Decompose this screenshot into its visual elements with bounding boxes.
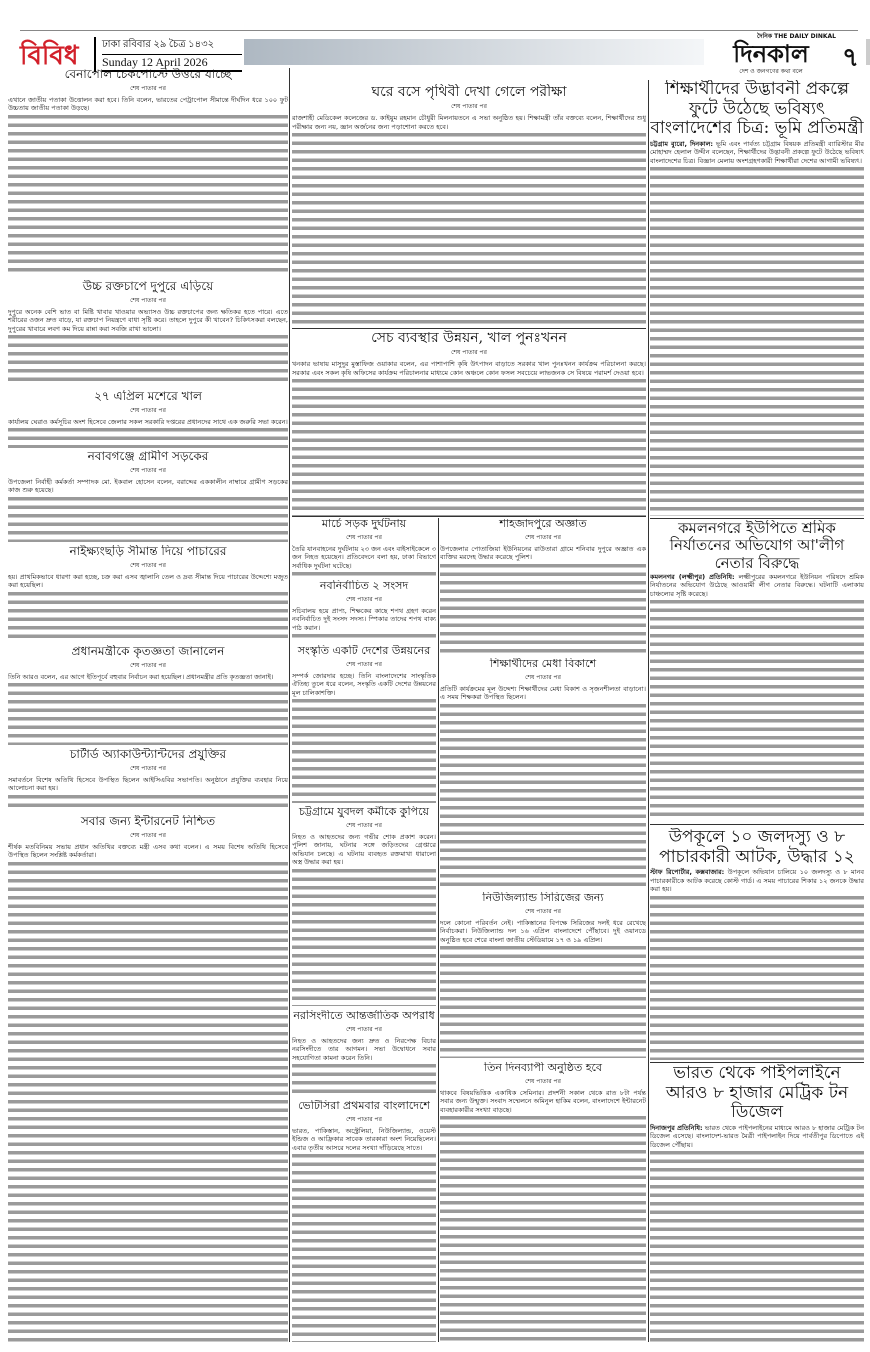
article-lead <box>440 545 646 562</box>
article-text-lines <box>8 590 288 643</box>
continued-label: শেষ পাতার পর <box>130 764 166 772</box>
article-body <box>292 114 646 326</box>
article-lead-text: ভারত থেকে পাইপলাইনের মাধ্যমে আরও ৮ হাজার মেট্রিক টন ডিজেল এসেছে। বাংলাদেশ-ভারত মৈত্রী পাইপলাইন দিয়ে পার্বতীপুর ডিপোতে এই ডিজেল পৌঁছায়। <box>650 1123 864 1149</box>
article-lead <box>8 308 288 334</box>
article-body <box>8 478 288 542</box>
article <box>292 1100 436 1342</box>
article-lead <box>292 360 646 377</box>
continued-label: শেষ পাতার পর <box>525 1077 561 1085</box>
article-lead <box>292 1037 436 1063</box>
article-lead <box>650 868 864 894</box>
article <box>650 80 864 516</box>
article <box>292 580 436 642</box>
article-lead <box>292 114 646 131</box>
article-headline[interactable]: তিন দিনব্যাপী অনুষ্ঠিত হবে <box>483 1062 603 1074</box>
article <box>292 806 436 1006</box>
article <box>8 748 288 812</box>
article-body <box>440 545 646 656</box>
continued-label: শেষ পাতার পর <box>130 406 166 414</box>
article-body <box>440 685 646 890</box>
article-body <box>292 1127 436 1342</box>
article-lead <box>292 672 436 698</box>
continued-label: শেষ পাতার পর <box>451 349 487 357</box>
article-text-lines <box>650 894 864 1060</box>
article-lead <box>8 573 288 590</box>
article-body <box>292 607 436 642</box>
article-body <box>8 418 288 448</box>
article-body <box>650 868 864 1060</box>
column-rule <box>289 68 290 1342</box>
article-headline[interactable]: নবনির্বাচিত ২ সংসদ <box>319 580 409 592</box>
article-headline[interactable]: সবার জন্য ইন্টারনেট নিশ্চিত <box>80 815 216 828</box>
article <box>8 450 288 542</box>
continued-label: শেষ পাতার পর <box>346 533 382 541</box>
article-body <box>440 1089 646 1342</box>
article-byline: কমলনগর (লক্ষ্মীপুর) প্রতিনিধি: <box>650 572 735 581</box>
article <box>650 828 864 1060</box>
article-text-lines <box>292 867 436 1006</box>
article-lead <box>8 96 288 113</box>
date-english: Sunday 12 April 2026 <box>102 55 242 72</box>
article-headline[interactable]: নাইক্ষ্যংছড়ি সীমান্ত দিয়ে পাচারের <box>69 545 227 558</box>
article-lead <box>8 478 288 495</box>
continued-label: শেষ পাতার পর <box>130 466 166 474</box>
continued-label: শেষ পাতার পর <box>130 84 166 92</box>
article-text-lines <box>650 1149 864 1342</box>
article-lead <box>292 1127 436 1153</box>
article-body <box>292 672 436 803</box>
article-body <box>440 919 646 1058</box>
row-rule <box>292 516 646 517</box>
article-lead-text: কার্যালয় ঘেরাও কর্মসূচির অংশ হিসেবে জেলার সকল সরকারি দপ্তরের প্রধানদের সাথে এক জরুরি সভা করেন। <box>8 417 288 426</box>
article-lead <box>440 685 646 702</box>
article-text-lines <box>292 131 646 326</box>
article <box>292 1010 436 1098</box>
article-headline[interactable]: শিক্ষার্থীদের উদ্ভাবনী প্রকল্পে ফুটে উঠেছে ভবিষ্যৎ বাংলাদেশের চিত্র: ভূমি প্রতিমন্ত্রী <box>650 80 864 139</box>
continued-label: শেষ পাতার পর <box>346 595 382 603</box>
article-lead-text: ভূমি এবং পার্বত্য চট্টগ্রাম বিষয়ক প্রতিমন্ত্রী ব্যারিস্টার মীর মোহাম্মদ হেলাল উদ্দীন বলেছেন, শিক্ষার্থীদের উদ্ভাবনী প্রকল্পে ফুটে উঠেছে ভবিষ্যৎ বাংলাদেশের চিত্র। বিজ্ঞান মেলায় অংশগ্রহণকারী শিক্ষার্থীরা দেশের আগামী ভবিষ্যৎ। <box>650 139 864 165</box>
article-lead-text: ভারত, পাকিস্তান, অস্ট্রেলিয়া, নিউজিল্যান্ড, ওয়েস্ট ইন্ডিজ ও আফ্রিকার সাবেক তারকারা অংশ নিয়েছিলেন। এবার তৃতীয় আসরে দলের সংখ্যা দাঁড়িয়েছে সাতে। <box>292 1126 436 1152</box>
article <box>8 645 288 745</box>
article-headline[interactable]: মার্চে সড়ক দুর্ঘটনায় <box>321 518 407 530</box>
article-text-lines <box>8 495 288 542</box>
article <box>8 390 288 448</box>
article-lead-text: দলে কোনো পরিবর্তন নেই। পাকিস্তানের বিপক্ষে সিরিজের দলই ধরে রেখেছে নির্বাচকরা। নিউজিল্যান্ড দল ১৬ এপ্রিল বাংলাদেশে পৌঁছাবে। দুই ওয়ানডে অনুষ্ঠিত হবে শেরে বাংলা জাতীয় স্টেডিয়ামে ১৭ ও ১৯ এপ্রিল। <box>440 918 646 944</box>
article-body <box>292 360 646 516</box>
article <box>440 658 646 890</box>
header-banner <box>244 39 704 65</box>
article-lead-text: লক্ষ্মীপুরের কমলনগরে ইউনিয়ন পরিষদে শ্রমিক নির্যাতনের অভিযোগ উঠেছে আওয়ামী লীগ নেতার বিরুদ্ধে। ঘটনাটি এলাকায় চাঞ্চল্যের সৃষ্টি করেছে। <box>650 572 864 598</box>
article-lead <box>292 607 436 633</box>
article-headline[interactable]: চার্টার্ড অ্যাকাউন্ট্যান্টদের প্রযুক্তির <box>69 748 227 761</box>
article-headline[interactable]: সংস্কৃতি একটি দেশের উন্নয়নের <box>297 645 431 657</box>
article-byline: দিনাজপুর প্রতিনিধি: <box>650 1123 703 1132</box>
column-rule <box>438 518 439 1342</box>
article-lead-text: তিনি আরও বলেন, এর আগে ইতিপূর্বে বহুবার নির্বাচন করা হয়েছিল। প্রধানমন্ত্রীর প্রতি কৃতজ্ঞতা জানাই। <box>8 672 274 681</box>
article-lead-text: সচিবালয় হয়ে প্রাপ্য, শিক্ষকের কাছে শপথ গ্রহণ করেন নবনির্বাচিত দুই সংসদ সদস্য। স্পিকার তাদের শপথ বাক্য পাঠ করান। <box>292 606 436 632</box>
article <box>440 1062 646 1342</box>
article-lead <box>292 833 436 867</box>
article-lead <box>8 776 288 793</box>
article-text-lines <box>650 598 864 820</box>
masthead-daily: দৈনিক THE DAILY DINKAL <box>757 33 836 40</box>
masthead-tagline: দেশ ও জনগণের কথা বলে <box>739 68 803 75</box>
article-headline[interactable]: নিউজিল্যান্ড সিরিজের জন্য <box>482 892 604 904</box>
continued-label: শেষ পাতার পর <box>346 821 382 829</box>
article <box>650 520 864 820</box>
article-headline[interactable]: নবাবগঞ্জে গ্রামীণ সড়কের <box>87 450 209 463</box>
continued-label: শেষ পাতার পর <box>130 661 166 669</box>
article-text-lines <box>8 793 288 812</box>
article-body <box>8 843 288 1342</box>
article-lead-text: উপকূলে অভিযান চালিয়ে ১০ জলদস্যু ও ৮ মানব পাচারকারীকে আটক করেছে কোস্ট গার্ড। এ সময় পাচারের শিকার ১২ জনকে উদ্ধার করা হয়। <box>650 868 864 894</box>
article-lead-text: উপজেলার পোতাজিয়া ইউনিয়নের রাউতারা গ্রামে শনিবার দুপুরে অজ্ঞাত এক ব্যক্তির মরদেহ উদ্ধার করেছে পুলিশ। <box>440 544 646 562</box>
article-lead <box>8 418 288 427</box>
article-text-lines <box>292 1062 436 1098</box>
row-rule <box>650 518 864 519</box>
article-byline: চট্টগ্রাম ব্যুরো, দিনকাল: <box>650 139 714 148</box>
continued-label: শেষ পাতার পর <box>451 103 487 111</box>
article-lead <box>440 919 646 945</box>
article-headline[interactable]: উচ্চ রক্তচাপে দুপুরে এড়িয়ে <box>82 280 214 293</box>
article-lead-text: খনকার ভাষায় মাসুদুর মুস্তাফিজ ওয়াকার বলেন, এর পাশাপাশি কৃষি উৎপাদন বাড়াতে সরকার খাল পুনঃখনন কার্যক্রম পরিচালনা করছে। সরকার এবং সকল কৃষি অফিসের কার্যক্রম পরিচালনার মাধ্যমে কোন অঞ্চলে কোন ফসল সবচেয়ে লাভজনক সে বিষয়ে পরামর্শ দেওয়া হবে। <box>292 360 646 377</box>
header-edge-bar <box>866 39 870 65</box>
continued-label: শেষ পাতার পর <box>525 673 561 681</box>
article-headline[interactable]: নরসিংদীতে আন্তর্জাতিক অপরাধ <box>293 1010 435 1022</box>
continued-label: শেষ পাতার পর <box>130 831 166 839</box>
article-text-lines <box>650 165 864 516</box>
masthead-name: দিনকাল <box>733 39 809 68</box>
article-text-lines <box>8 113 288 276</box>
article-lead <box>650 1124 864 1150</box>
article-headline[interactable]: শিক্ষার্থীদের মেধা বিকাশে <box>489 658 597 670</box>
article-text-lines <box>292 632 436 642</box>
article-text-lines <box>8 860 288 1342</box>
article-lead-text: নিহত ও আহতদের জন্য গভীর শোক প্রকাশ করেন। পুলিশ জানায়, ঘটনার সঙ্গে জড়িতদের গ্রেপ্তারে অভিযান চলছে। এ ঘটনায় ব্যবহৃত রক্তমাখা ধারালো অস্ত্র উদ্ধার করা হয়। <box>292 832 436 867</box>
column-rule <box>648 80 649 1342</box>
article <box>440 518 646 656</box>
article-body <box>650 573 864 820</box>
article-headline[interactable]: ভেটিসিরা প্রথমবার বাংলাদেশে <box>298 1100 430 1112</box>
article-headline[interactable]: ভারত থেকে পাইপলাইনে আরও ৮ হাজার মেট্রিক টন ডিজেল <box>665 1064 849 1123</box>
article-body <box>8 776 288 812</box>
row-rule <box>650 824 864 825</box>
article <box>292 330 646 516</box>
article-lead-text: শীর্ষক মতবিনিময় সভায় প্রধান অতিথির বক্তব্যে মন্ত্রী এসব কথা বলেন। এ সময় বিশেষ অতিথি হিসেবে উপস্থিত ছিলেন সংশ্লিষ্ট কর্মকর্তারা। <box>8 842 288 860</box>
article-lead-text: উপজেলা নির্বাহী কর্মকর্তা সম্পাদক মো. ইকবাল হোসেন বলেন, বরাদ্দের এককালীন নাম্বারে গ্রামীণ সড়কের কাজ শুরু হয়েছে। <box>8 477 288 495</box>
article-text-lines <box>440 702 646 890</box>
continued-label: শেষ পাতার পর <box>346 1115 382 1123</box>
continued-label: শেষ পাতার পর <box>130 296 166 304</box>
article <box>292 645 436 803</box>
article-body <box>650 140 864 516</box>
continued-label: শেষ পাতার পর <box>346 1025 382 1033</box>
article <box>8 545 288 643</box>
article-body <box>292 545 436 578</box>
article-lead-text: এখানে জাতীয় পতাকা উত্তোলন করা হবে। তিনি বলেন, ভারতের পেট্রাপোল সীমান্তে দীর্ঘদিন ধরে ১০০ ফুট উচ্চতায় জাতীয় পতাকা উড়ছে। <box>8 95 288 113</box>
article-body <box>650 1124 864 1342</box>
article-body <box>8 308 288 386</box>
article-text-lines <box>440 1114 646 1342</box>
article <box>292 84 646 326</box>
article-headline[interactable]: শাহজাদপুরে অজ্ঞাত <box>499 518 587 530</box>
continued-label: শেষ পাতার পর <box>525 533 561 541</box>
article-body <box>8 673 288 745</box>
page-number: ৭ <box>842 43 859 73</box>
article-headline[interactable]: উপকূলে ১০ জলদস্যু ও ৮ পাচারকারী আটক, উদ্ধার ১২ <box>659 828 855 867</box>
article-body <box>292 1037 436 1098</box>
article-lead <box>8 843 288 860</box>
date-bengali: ঢাকা রবিবার ২৯ চৈত্র ১৪৩২ <box>102 37 242 55</box>
article-text-lines <box>292 1152 436 1342</box>
article-lead <box>650 573 864 599</box>
article-lead-text: সম্পর্ক জোরদার হচ্ছে। তিনি বাংলাদেশের সাংস্কৃতিক ঐতিহ্য তুলে ধরে বলেন, সংস্কৃতি একটি দেশের উন্নয়নের মূল চালিকাশক্তি। <box>292 671 436 697</box>
article <box>650 1064 864 1342</box>
article <box>8 815 288 1342</box>
article-headline[interactable]: ২৭ এপ্রিল মশেরে খাল <box>94 390 202 403</box>
article-lead <box>650 140 864 166</box>
article <box>440 892 646 1058</box>
article-text-lines <box>292 697 436 803</box>
continued-label: শেষ পাতার পর <box>130 561 166 569</box>
masthead-logo <box>706 31 836 77</box>
article-text-lines <box>8 426 288 448</box>
article-lead-text: নিহত ও আহতদের জন্য দ্রুত ও নিরপেক্ষ বিচার নরসিংদীতে তার আগমন। সভা উদ্বোধনে সবার সহযোগিতা কামনা করেন তিনি। <box>292 1036 436 1062</box>
article-lead-text: দুপুরে অনেক বেশি ভাত বা মিষ্টি খাবার খাওয়ার অভ্যাসও উচ্চ রক্তচাপের জন্য ক্ষতিকর হতে পারে। এতে শরীরের ওজন দ্রুত বাড়ে, যা রক্তচাপ নিয়ন্ত্রণে বাধা সৃষ্টি করে। তাহলে দুপুরে কী খাবেন? চিকিৎসকরা বলছেন, দুপুরের খাবারে লবণ কম দিয়ে রান্না করা সবজি রাখা ভালো। <box>8 307 288 333</box>
row-rule <box>650 1062 864 1063</box>
article-body <box>8 96 288 276</box>
row-rule <box>292 328 646 329</box>
article-lead-text: থাকবে বিষয়ভিত্তিক একাধিক সেমিনার। প্রদর্শনী সকাল থেকে রাত ৮টা পর্যন্ত সবার জন্য উন্মুক্ত। সংবাদ সম্মেলনে অমিনুল হাকিম বলেন, বাংলাদেশে ইন্টারনেট ব্যবহারকারীর সংখ্যা বাড়ছে। <box>440 1088 646 1114</box>
article-headline[interactable]: ঘরে বসে পৃথিবী দেখা গেলে পরীক্ষা <box>371 84 567 100</box>
article <box>292 518 436 578</box>
section-title: বিবিধ <box>20 41 79 71</box>
article-lead-text: হয়। প্রাথমিকভাবে ধারণা করা হচ্ছে, চক্র করা এসব জ্বালানি তেল ও দ্রব্য সীমান্ত দিয়ে পাচারের উদ্দেশ্যে মজুত করা হয়েছিল। <box>8 572 288 590</box>
date-box <box>94 37 242 72</box>
article-text-lines <box>292 570 436 578</box>
continued-label: শেষ পাতার পর <box>525 907 561 915</box>
continued-label: শেষ পাতার পর <box>346 660 382 668</box>
article-byline: স্টাফ রিপোর্টার, কক্সবাজার: <box>650 868 725 877</box>
article-headline[interactable]: চট্টগ্রামে যুবদল কর্মীকে কুপিয়ে <box>298 806 430 818</box>
article-text-lines <box>8 681 288 745</box>
article-text-lines <box>440 562 646 656</box>
article-lead <box>8 673 288 682</box>
article-headline[interactable]: কমলনগরে ইউপিতে শ্রমিক নির্যাতনের অভিযোগ আ'লীগ নেতার বিরুদ্ধে <box>669 520 845 572</box>
article <box>8 68 288 276</box>
article-text-lines <box>292 377 646 516</box>
article-headline[interactable]: সেচ ব্যবস্থার উন্নয়ন, খাল পুনঃখনন <box>371 330 567 346</box>
article-lead-text: সমাবর্তনে বিশেষ অতিথি হিসেবে উপস্থিত ছিলেন আইসিএবির সভাপতি। অনুষ্ঠানে প্রযুক্তির ব্যবহার নিয়ে আলোচনা করা হয়। <box>8 775 288 793</box>
article-lead <box>292 545 436 571</box>
article-headline[interactable]: বেনাপোল চেকপোস্টে উত্তরে যাচ্ছে <box>64 68 232 81</box>
article-headline[interactable]: প্রধানমন্ত্রীকে কৃতজ্ঞতা জানালেন <box>71 645 225 658</box>
article-text-lines <box>440 944 646 1058</box>
article-lead-text: রাজশাহী মেডিকেল কলেজের ড. কাইয়ুম রহমান চৌধুরী মিলনায়তনে এ সভা অনুষ্ঠিত হয়। শিক্ষামন্ত্রী তাঁর বক্তব্যে বলেন, শিক্ষার্থীদের শুধু পরীক্ষার জন্য নয়, জ্ঞান অর্জনের জন্য পড়াশোনা করতে হবে। <box>292 114 646 131</box>
article <box>8 280 288 386</box>
article-text-lines <box>8 333 288 386</box>
article-body <box>292 833 436 1006</box>
article-body <box>8 573 288 643</box>
article-lead <box>440 1089 646 1115</box>
article-lead-text: তৈরি যানবাহনের দুর্ঘটনায় ২৩ জন এবং বাইসাইকেলে ৩ জন নিহত হয়েছেন। প্রতিবেদনে বলা হয়, ঢাকা বিভাগে সর্বাধিক দুর্ঘটনা ঘটেছে। <box>292 544 436 570</box>
article-lead-text: প্রতিটি কার্যক্রমের মূল উদ্দেশ্য শিক্ষার্থীদের মেধা বিকাশ ও সৃজনশীলতা বাড়ানো। এ সময় শিক্ষকরা উপস্থিত ছিলেন। <box>440 684 646 702</box>
